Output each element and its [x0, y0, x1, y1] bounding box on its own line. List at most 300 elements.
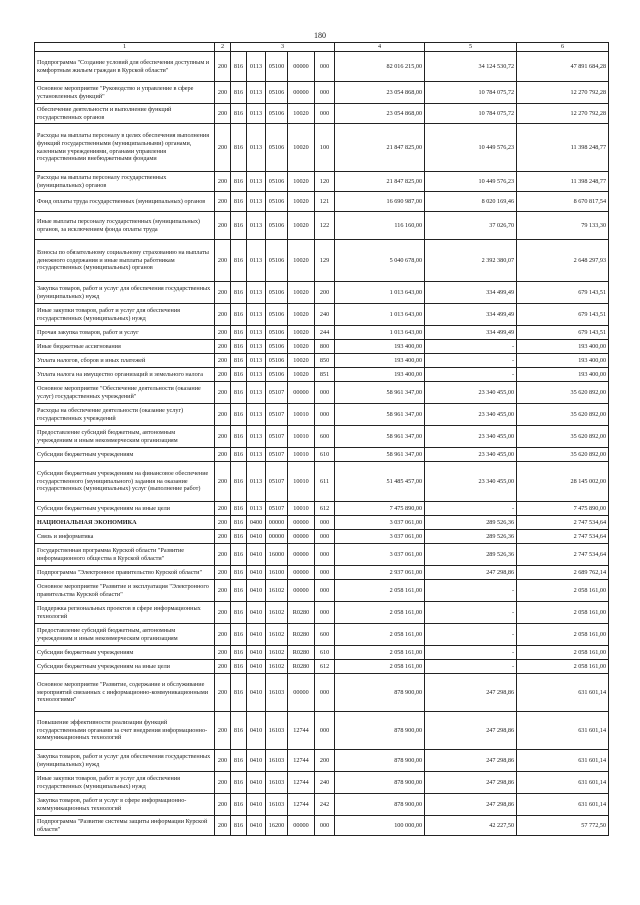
value-cell: 2 058 161,00 — [335, 580, 425, 602]
code-cell: 05106 — [266, 104, 288, 124]
code-cell: 05106 — [266, 354, 288, 368]
code-cell: 00000 — [266, 530, 288, 544]
table-row — [35, 674, 609, 712]
value-cell: 334 499,49 — [425, 326, 517, 340]
code-cell: 129 — [315, 240, 335, 282]
code-cell: 0113 — [247, 172, 266, 192]
value-cell: 8 020 169,46 — [425, 192, 517, 212]
value-cell: 21 847 825,00 — [335, 124, 425, 172]
code-cell: 200 — [215, 580, 231, 602]
value-cell: 3 037 061,00 — [335, 530, 425, 544]
value-cell: 58 961 347,00 — [335, 382, 425, 404]
value-cell: 631 601,14 — [517, 794, 609, 816]
row-name: Расходы на выплаты персоналу государственных (муниципальных) органов — [35, 172, 215, 192]
code-cell: 0113 — [247, 104, 266, 124]
row-name: Расходы на обеспечение деятельности (оказание услуг) государственных учреждений — [35, 404, 215, 426]
value-cell: 47 891 684,28 — [517, 52, 609, 82]
code-cell: 10020 — [288, 192, 315, 212]
code-cell: 816 — [231, 660, 247, 674]
code-cell: 816 — [231, 566, 247, 580]
code-cell: 000 — [315, 602, 335, 624]
code-cell: 00000 — [288, 516, 315, 530]
value-cell: 2 058 161,00 — [335, 646, 425, 660]
code-cell: 200 — [215, 530, 231, 544]
code-cell: 200 — [215, 354, 231, 368]
table-row — [35, 580, 609, 602]
value-cell: 10 449 576,23 — [425, 172, 517, 192]
code-cell: 240 — [315, 772, 335, 794]
code-cell: 200 — [215, 368, 231, 382]
code-cell: 816 — [231, 326, 247, 340]
code-cell: 0113 — [247, 212, 266, 240]
row-name: Обеспечение деятельности и выполнение функций государственных органов — [35, 104, 215, 124]
code-cell: 00000 — [288, 544, 315, 566]
code-cell: 05107 — [266, 448, 288, 462]
row-name: Закупка товаров, работ и услуг в сфере информационно-коммуникационных технологий — [35, 794, 215, 816]
code-cell: 242 — [315, 794, 335, 816]
row-name: Иные бюджетные ассигнования — [35, 340, 215, 354]
code-cell: 850 — [315, 354, 335, 368]
code-cell: 240 — [315, 304, 335, 326]
value-cell: 631 601,14 — [517, 750, 609, 772]
table-row — [35, 282, 609, 304]
code-cell: 200 — [215, 602, 231, 624]
code-cell: 200 — [215, 340, 231, 354]
value-cell: 11 398 248,77 — [517, 124, 609, 172]
value-cell: 23 340 455,00 — [425, 448, 517, 462]
code-cell: 10020 — [288, 304, 315, 326]
value-cell: 51 485 457,00 — [335, 462, 425, 502]
header-cell: 4 — [335, 43, 425, 52]
code-cell: 816 — [231, 304, 247, 326]
code-cell: 200 — [215, 282, 231, 304]
value-cell: 193 400,00 — [517, 340, 609, 354]
code-cell: 200 — [215, 646, 231, 660]
code-cell: 200 — [215, 304, 231, 326]
code-cell: 10020 — [288, 240, 315, 282]
value-cell: 16 690 987,00 — [335, 192, 425, 212]
value-cell: 10 449 576,23 — [425, 124, 517, 172]
value-cell: 334 499,49 — [425, 304, 517, 326]
code-cell: 05106 — [266, 340, 288, 354]
code-cell: 10020 — [288, 354, 315, 368]
value-cell: 5 040 678,00 — [335, 240, 425, 282]
row-name: Иные выплаты персоналу государственных (муниципальных) органов, за исключением фонда оплаты труда — [35, 212, 215, 240]
code-cell: 200 — [215, 404, 231, 426]
code-cell: 200 — [215, 104, 231, 124]
value-cell: 193 400,00 — [335, 368, 425, 382]
value-cell: 2 058 161,00 — [517, 602, 609, 624]
code-cell: 000 — [315, 544, 335, 566]
value-cell: 1 013 643,00 — [335, 326, 425, 340]
code-cell: 0113 — [247, 354, 266, 368]
row-name: Предоставление субсидий бюджетным, автономным учреждениям и иным некоммерческим организациям — [35, 624, 215, 646]
table-row — [35, 544, 609, 566]
value-cell: 11 398 248,77 — [517, 172, 609, 192]
value-cell: 28 145 002,00 — [517, 462, 609, 502]
code-cell: 200 — [215, 502, 231, 516]
code-cell: 0410 — [247, 530, 266, 544]
code-cell: R0280 — [288, 602, 315, 624]
code-cell: 200 — [215, 124, 231, 172]
table-row — [35, 212, 609, 240]
code-cell: 816 — [231, 712, 247, 750]
value-cell: 100 000,00 — [335, 816, 425, 836]
code-cell: 000 — [315, 52, 335, 82]
code-cell: 0113 — [247, 368, 266, 382]
value-cell: 679 143,51 — [517, 326, 609, 340]
code-cell: 200 — [215, 674, 231, 712]
row-name: Субсидии бюджетным учреждениям на финансовое обеспечение государственного (муниципального) задания на оказание государственных (муниципальных) услуг (выполнение работ) — [35, 462, 215, 502]
code-cell: 0113 — [247, 304, 266, 326]
value-cell: 2 689 762,14 — [517, 566, 609, 580]
code-cell: 816 — [231, 794, 247, 816]
code-cell: 816 — [231, 212, 247, 240]
value-cell: - — [425, 368, 517, 382]
page-number: 180 — [314, 31, 326, 40]
value-cell: - — [425, 602, 517, 624]
value-cell: 2 058 161,00 — [335, 624, 425, 646]
row-name: Иные закупки товаров, работ и услуг для обеспечения государственных (муниципальных) нужд — [35, 304, 215, 326]
code-cell: 816 — [231, 382, 247, 404]
code-cell: 121 — [315, 192, 335, 212]
row-name: Уплата налога на имущество организаций и земельного налога — [35, 368, 215, 382]
code-cell: 200 — [215, 544, 231, 566]
value-cell: 2 058 161,00 — [335, 660, 425, 674]
code-cell: R0280 — [288, 624, 315, 646]
code-cell: 816 — [231, 354, 247, 368]
value-cell: 82 016 215,00 — [335, 52, 425, 82]
value-cell: 37 026,70 — [425, 212, 517, 240]
value-cell: - — [425, 502, 517, 516]
code-cell: 05106 — [266, 240, 288, 282]
code-cell: 0410 — [247, 816, 266, 836]
value-cell: 3 037 061,00 — [335, 516, 425, 530]
code-cell: 05107 — [266, 404, 288, 426]
row-name: Субсидии бюджетным учреждениям — [35, 448, 215, 462]
code-cell: 816 — [231, 404, 247, 426]
value-cell: 631 601,14 — [517, 674, 609, 712]
code-cell: 0410 — [247, 602, 266, 624]
code-cell: 05106 — [266, 326, 288, 340]
value-cell: 247 298,86 — [425, 794, 517, 816]
code-cell: 816 — [231, 624, 247, 646]
code-cell: 00000 — [288, 530, 315, 544]
value-cell: - — [425, 624, 517, 646]
row-name: Субсидии бюджетным учреждениям на иные цели — [35, 502, 215, 516]
value-cell: 2 937 061,00 — [335, 566, 425, 580]
code-cell: 000 — [315, 382, 335, 404]
code-cell: 816 — [231, 282, 247, 304]
value-cell: 2 058 161,00 — [517, 646, 609, 660]
code-cell: 851 — [315, 368, 335, 382]
table-row — [35, 368, 609, 382]
code-cell: 16102 — [266, 624, 288, 646]
code-cell: 0113 — [247, 282, 266, 304]
value-cell: 247 298,86 — [425, 772, 517, 794]
row-name: Уплата налогов, сборов и иных платежей — [35, 354, 215, 368]
table-row — [35, 660, 609, 674]
code-cell: 10010 — [288, 404, 315, 426]
code-cell: 12744 — [288, 750, 315, 772]
code-cell: 00000 — [288, 816, 315, 836]
code-cell: 0113 — [247, 448, 266, 462]
code-cell: 610 — [315, 646, 335, 660]
code-cell: 16103 — [266, 750, 288, 772]
code-cell: 16103 — [266, 712, 288, 750]
code-cell: 0113 — [247, 404, 266, 426]
code-cell: 200 — [215, 772, 231, 794]
code-cell: 200 — [215, 516, 231, 530]
code-cell: 816 — [231, 816, 247, 836]
code-cell: 05100 — [266, 52, 288, 82]
code-cell: 10020 — [288, 368, 315, 382]
code-cell: 0113 — [247, 462, 266, 502]
row-name: Поддержка региональных проектов в сфере информационных технологий — [35, 602, 215, 624]
code-cell: 05107 — [266, 382, 288, 404]
code-cell: 612 — [315, 660, 335, 674]
code-cell: 0113 — [247, 502, 266, 516]
value-cell: 2 747 534,64 — [517, 530, 609, 544]
value-cell: 7 475 890,00 — [517, 502, 609, 516]
code-cell: 200 — [215, 660, 231, 674]
code-cell: 10020 — [288, 282, 315, 304]
value-cell: 58 961 347,00 — [335, 426, 425, 448]
code-cell: 816 — [231, 516, 247, 530]
code-cell: 200 — [215, 82, 231, 104]
value-cell: 193 400,00 — [517, 368, 609, 382]
value-cell: 193 400,00 — [335, 354, 425, 368]
value-cell: 10 784 075,72 — [425, 82, 517, 104]
value-cell: 23 340 455,00 — [425, 404, 517, 426]
code-cell: 816 — [231, 750, 247, 772]
table-row — [35, 712, 609, 750]
value-cell: 679 143,51 — [517, 282, 609, 304]
code-cell: 16103 — [266, 772, 288, 794]
value-cell: 79 133,30 — [517, 212, 609, 240]
table-row — [35, 516, 609, 530]
value-cell: - — [425, 354, 517, 368]
code-cell: 000 — [315, 82, 335, 104]
code-cell: 122 — [315, 212, 335, 240]
value-cell: 289 526,36 — [425, 530, 517, 544]
code-cell: 10010 — [288, 462, 315, 502]
code-cell: 600 — [315, 426, 335, 448]
table-row — [35, 426, 609, 448]
value-cell: 631 601,14 — [517, 712, 609, 750]
code-cell: 000 — [315, 530, 335, 544]
code-cell: 05106 — [266, 124, 288, 172]
value-cell: 23 054 868,00 — [335, 82, 425, 104]
table-row — [35, 794, 609, 816]
row-name: Субсидии бюджетным учреждениям — [35, 646, 215, 660]
code-cell: 10010 — [288, 426, 315, 448]
code-cell: 000 — [315, 516, 335, 530]
header-cell: 6 — [517, 43, 609, 52]
code-cell: 0410 — [247, 544, 266, 566]
code-cell: 816 — [231, 646, 247, 660]
header-cell: 5 — [425, 43, 517, 52]
code-cell: 816 — [231, 104, 247, 124]
code-cell: 200 — [215, 816, 231, 836]
code-cell: 0410 — [247, 646, 266, 660]
code-cell: 610 — [315, 448, 335, 462]
value-cell: 12 270 792,28 — [517, 104, 609, 124]
value-cell: 878 900,00 — [335, 772, 425, 794]
code-cell: 612 — [315, 502, 335, 516]
code-cell: 120 — [315, 172, 335, 192]
row-name: Иные закупки товаров, работ и услуг для обеспечения государственных (муниципальных) нужд — [35, 772, 215, 794]
code-cell: 816 — [231, 52, 247, 82]
value-cell: 2 058 161,00 — [517, 660, 609, 674]
code-cell: 200 — [215, 566, 231, 580]
code-cell: 200 — [215, 462, 231, 502]
value-cell: 878 900,00 — [335, 794, 425, 816]
code-cell: 05106 — [266, 82, 288, 104]
table-row — [35, 772, 609, 794]
code-cell: 200 — [215, 212, 231, 240]
code-cell: 200 — [215, 624, 231, 646]
code-cell: 05106 — [266, 172, 288, 192]
code-cell: 611 — [315, 462, 335, 502]
row-name: Взносы по обязательному социальному страхованию на выплаты денежного содержания и иные выплаты работникам государственных (муниципальных) органов — [35, 240, 215, 282]
table-row — [35, 340, 609, 354]
code-cell: 0113 — [247, 240, 266, 282]
row-name: НАЦИОНАЛЬНАЯ ЭКОНОМИКА — [35, 516, 215, 530]
header-row — [35, 43, 609, 52]
value-cell: 21 847 825,00 — [335, 172, 425, 192]
value-cell: 289 526,36 — [425, 544, 517, 566]
code-cell: 0410 — [247, 674, 266, 712]
value-cell: 3 037 061,00 — [335, 544, 425, 566]
code-cell: 10010 — [288, 502, 315, 516]
code-cell: 05106 — [266, 282, 288, 304]
value-cell: 42 227,50 — [425, 816, 517, 836]
code-cell: 816 — [231, 462, 247, 502]
code-cell: 816 — [231, 502, 247, 516]
code-cell: 816 — [231, 426, 247, 448]
code-cell: 200 — [215, 382, 231, 404]
code-cell: 816 — [231, 448, 247, 462]
code-cell: 0410 — [247, 566, 266, 580]
code-cell: 0410 — [247, 712, 266, 750]
code-cell: 200 — [215, 326, 231, 340]
value-cell: 10 784 075,72 — [425, 104, 517, 124]
code-cell: 816 — [231, 240, 247, 282]
value-cell: 1 013 643,00 — [335, 304, 425, 326]
value-cell: 35 620 892,00 — [517, 448, 609, 462]
code-cell: 00000 — [288, 674, 315, 712]
code-cell: 05107 — [266, 502, 288, 516]
code-cell: 16102 — [266, 602, 288, 624]
code-cell: 816 — [231, 340, 247, 354]
value-cell: 2 747 534,64 — [517, 544, 609, 566]
code-cell: 05106 — [266, 368, 288, 382]
row-name: Государственная программа Курской области "Развитие информационного общества в Курской области" — [35, 544, 215, 566]
code-cell: 05107 — [266, 426, 288, 448]
code-cell: 00000 — [288, 82, 315, 104]
value-cell: 878 900,00 — [335, 712, 425, 750]
code-cell: R0280 — [288, 660, 315, 674]
code-cell: 816 — [231, 544, 247, 566]
code-cell: 0410 — [247, 772, 266, 794]
code-cell: 816 — [231, 580, 247, 602]
code-cell: 12744 — [288, 772, 315, 794]
code-cell: 800 — [315, 340, 335, 354]
table-row — [35, 462, 609, 502]
code-cell: 000 — [315, 104, 335, 124]
value-cell: 193 400,00 — [335, 340, 425, 354]
code-cell: 0113 — [247, 340, 266, 354]
row-name: Закупка товаров, работ и услуг для обеспечения государственных (муниципальных) нужд — [35, 282, 215, 304]
code-cell: 200 — [315, 282, 335, 304]
table-row — [35, 52, 609, 82]
table-row — [35, 750, 609, 772]
code-cell: 600 — [315, 624, 335, 646]
code-cell: 10020 — [288, 326, 315, 340]
code-cell: 000 — [315, 712, 335, 750]
row-name: Основное мероприятие "Развитие и эксплуатация "Электронного правительства Курской области" — [35, 580, 215, 602]
code-cell: 816 — [231, 602, 247, 624]
table-row — [35, 624, 609, 646]
code-cell: 16103 — [266, 674, 288, 712]
value-cell: 334 499,49 — [425, 282, 517, 304]
code-cell: 05107 — [266, 462, 288, 502]
value-cell: 35 620 892,00 — [517, 382, 609, 404]
row-name: Прочая закупка товаров, работ и услуг — [35, 326, 215, 340]
code-cell: 0113 — [247, 382, 266, 404]
value-cell: 1 013 643,00 — [335, 282, 425, 304]
value-cell: 2 392 380,07 — [425, 240, 517, 282]
table-row — [35, 240, 609, 282]
code-cell: 16102 — [266, 660, 288, 674]
value-cell: 12 270 792,28 — [517, 82, 609, 104]
code-cell: 0113 — [247, 426, 266, 448]
code-cell: 200 — [315, 750, 335, 772]
code-cell: 16200 — [266, 816, 288, 836]
code-cell: 0410 — [247, 660, 266, 674]
table-row — [35, 172, 609, 192]
value-cell: - — [425, 340, 517, 354]
value-cell: 57 772,50 — [517, 816, 609, 836]
value-cell: 35 620 892,00 — [517, 426, 609, 448]
value-cell: 2 058 161,00 — [335, 602, 425, 624]
table-row — [35, 82, 609, 104]
code-cell: 816 — [231, 674, 247, 712]
value-cell: 2 648 297,93 — [517, 240, 609, 282]
code-cell: 200 — [215, 172, 231, 192]
code-cell: 10020 — [288, 340, 315, 354]
row-name: Субсидии бюджетным учреждениям на иные цели — [35, 660, 215, 674]
value-cell: - — [425, 646, 517, 660]
code-cell: 816 — [231, 368, 247, 382]
code-cell: 816 — [231, 192, 247, 212]
code-cell: 05106 — [266, 212, 288, 240]
code-cell: 816 — [231, 82, 247, 104]
table-row — [35, 192, 609, 212]
code-cell: 0410 — [247, 794, 266, 816]
code-cell: 12744 — [288, 712, 315, 750]
value-cell: 247 298,86 — [425, 712, 517, 750]
value-cell: 2 747 534,64 — [517, 516, 609, 530]
table-row — [35, 530, 609, 544]
code-cell: 0113 — [247, 192, 266, 212]
code-cell: 10020 — [288, 212, 315, 240]
row-name: Предоставление субсидий бюджетным, автономным учреждениям и иным некоммерческим организациям — [35, 426, 215, 448]
code-cell: 816 — [231, 172, 247, 192]
row-name: Подпрограмма "Создание условий для обеспечения доступным и комфортным жильем граждан в Курской области" — [35, 52, 215, 82]
code-cell: 200 — [215, 448, 231, 462]
